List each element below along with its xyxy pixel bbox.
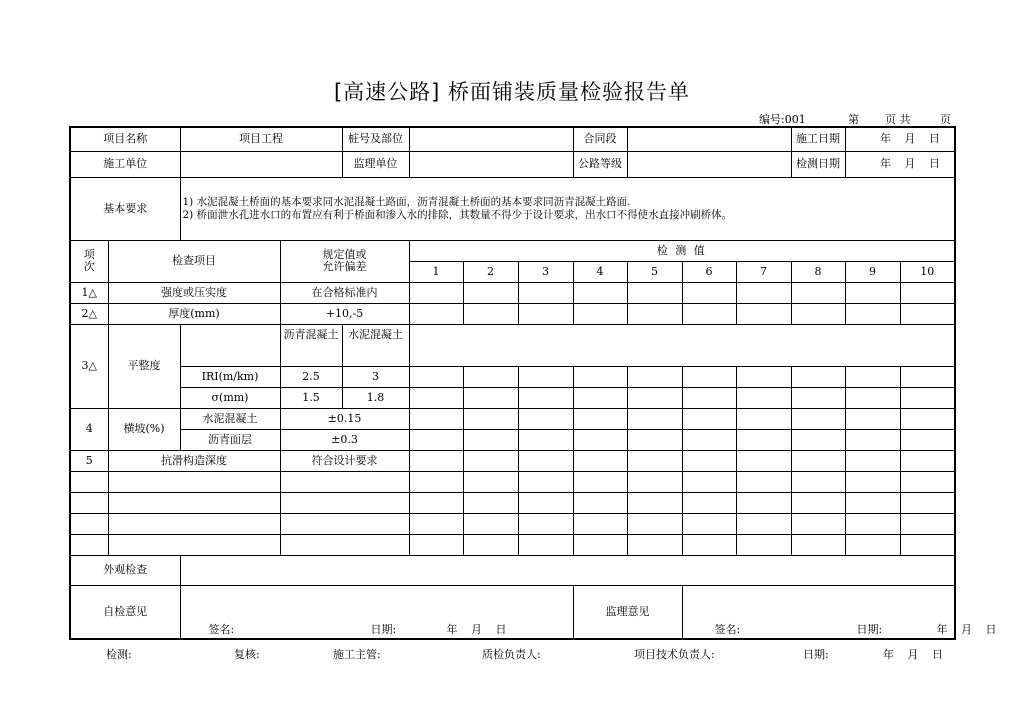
row-1-spec: 在合格标准内: [280, 282, 409, 303]
supervision-area[interactable]: [682, 585, 997, 639]
spec-header: 规定值或 允许偏差: [280, 240, 409, 282]
row-4b-spec: ±0.3: [280, 429, 409, 450]
inspection-date-value[interactable]: 年 月 日: [845, 151, 955, 177]
self-check-label: 自检意见: [70, 585, 180, 639]
row-5-spec: 符合设计要求: [280, 450, 409, 471]
col-6-header: 6: [682, 261, 736, 282]
row-4-item: 横坡(%): [108, 408, 180, 450]
row-1-no: 1△: [70, 282, 108, 303]
appearance-value[interactable]: [180, 555, 955, 585]
project-name-label: 项目名称: [70, 127, 180, 151]
construction-date-value[interactable]: 年 月 日: [845, 127, 955, 151]
measured-header: 检 测 值: [409, 240, 955, 261]
footer-date-label: 日期:: [803, 648, 829, 661]
row-3a-item: IRI(m/km): [180, 366, 280, 387]
requirements-label: 基本要求: [70, 177, 180, 240]
col-3-header: 3: [518, 261, 573, 282]
col-5-header: 5: [627, 261, 682, 282]
row-3a-cement: 3: [342, 366, 409, 387]
requirements-line-2: 2) 桥面泄水孔进水口的布置应有利于桥面和渗入水的排除，其数量不得少于设计要求，出水口不得使水直接冲刷桥体。: [182, 208, 733, 221]
row-5-no: 5: [70, 450, 108, 471]
self-check-date-label: 日期:: [370, 622, 397, 636]
footer-reviewer: 复核:: [234, 648, 260, 661]
footer-site-manager: 施工主管:: [333, 648, 381, 661]
page-title: [高速公路] 桥面铺装质量检验报告单: [333, 80, 691, 104]
supervision-unit-label: 监理单位: [342, 151, 409, 177]
empty-row: [70, 471, 955, 492]
row-3b-cement: 1.8: [342, 387, 409, 408]
self-check-area[interactable]: [180, 585, 573, 639]
self-check-date-value: 年 月 日: [446, 622, 507, 636]
empty-row: [70, 513, 955, 534]
col-2-header: 2: [463, 261, 518, 282]
row-3-item: 平整度: [108, 324, 180, 408]
requirements-text: [180, 177, 955, 240]
self-check-sign: 签名:: [208, 622, 235, 636]
project-name-value[interactable]: 项目工程: [180, 127, 342, 151]
serial-number: 编号:001: [759, 113, 806, 126]
row-2-spec: +10,-5: [280, 303, 409, 324]
footer-inspector: 检测:: [106, 648, 132, 661]
row-2-no: 2△: [70, 303, 108, 324]
construction-unit-value[interactable]: [180, 151, 342, 177]
page-label-ye-gong: 页 共: [885, 113, 911, 126]
row-3b-item: σ(mm): [180, 387, 280, 408]
row-5-item: 抗滑构造深度: [108, 450, 280, 471]
inspection-form: [69, 126, 997, 640]
row-4-no: 4: [70, 408, 108, 450]
footer-qc-lead: 质检负责人:: [482, 648, 541, 661]
footer-date-value: 年 月 日: [883, 648, 943, 661]
road-grade-label: 公路等级: [573, 151, 627, 177]
construction-unit-label: 施工单位: [70, 151, 180, 177]
row-3a-asphalt: 2.5: [280, 366, 342, 387]
item-no-header: 项 次: [70, 240, 108, 282]
road-grade-value[interactable]: [627, 151, 791, 177]
col-7-header: 7: [736, 261, 791, 282]
row-1-item: 强度或压实度: [108, 282, 280, 303]
supervision-label: 监理意见: [573, 585, 682, 639]
station-value[interactable]: [409, 127, 573, 151]
row-4a-spec: ±0.15: [280, 408, 409, 429]
row-3-asphalt-header: 沥青混凝土: [280, 324, 342, 366]
contract-value[interactable]: [627, 127, 791, 151]
row-3-no: 3△: [70, 324, 108, 408]
row-2-item: 厚度(mm): [108, 303, 280, 324]
contract-label: 合同段: [573, 127, 627, 151]
col-10-header: 10: [900, 261, 955, 282]
col-4-header: 4: [573, 261, 627, 282]
empty-row: [70, 534, 955, 555]
empty-row: [70, 492, 955, 513]
supervision-date-value: 年 月 日: [936, 622, 997, 636]
inspection-date-label: 检测日期: [791, 151, 845, 177]
row-4a-item: 水泥混凝土: [180, 408, 280, 429]
construction-date-label: 施工日期: [791, 127, 845, 151]
footer-tech-lead: 项目技术负责人:: [634, 648, 715, 661]
supervision-unit-value[interactable]: [409, 151, 573, 177]
row-3b-asphalt: 1.5: [280, 387, 342, 408]
page-label-ye: 页: [940, 113, 951, 126]
col-1-header: 1: [409, 261, 463, 282]
page-label-di: 第: [848, 113, 859, 126]
row-3-cement-header: 水泥混凝土: [342, 324, 409, 366]
station-label: 桩号及部位: [342, 127, 409, 151]
supervision-date-label: 日期:: [856, 622, 883, 636]
requirements-line-1: 1) 水泥混凝土桥面的基本要求同水泥混凝土路面，沥青混凝土桥面的基本要求同沥青混凝土路面.: [182, 195, 631, 208]
col-8-header: 8: [791, 261, 845, 282]
check-item-header: 检查项目: [108, 240, 280, 282]
row-4b-item: 沥青面层: [180, 429, 280, 450]
appearance-label: 外观检查: [70, 555, 180, 585]
col-9-header: 9: [845, 261, 900, 282]
supervision-sign: 签名:: [714, 622, 741, 636]
